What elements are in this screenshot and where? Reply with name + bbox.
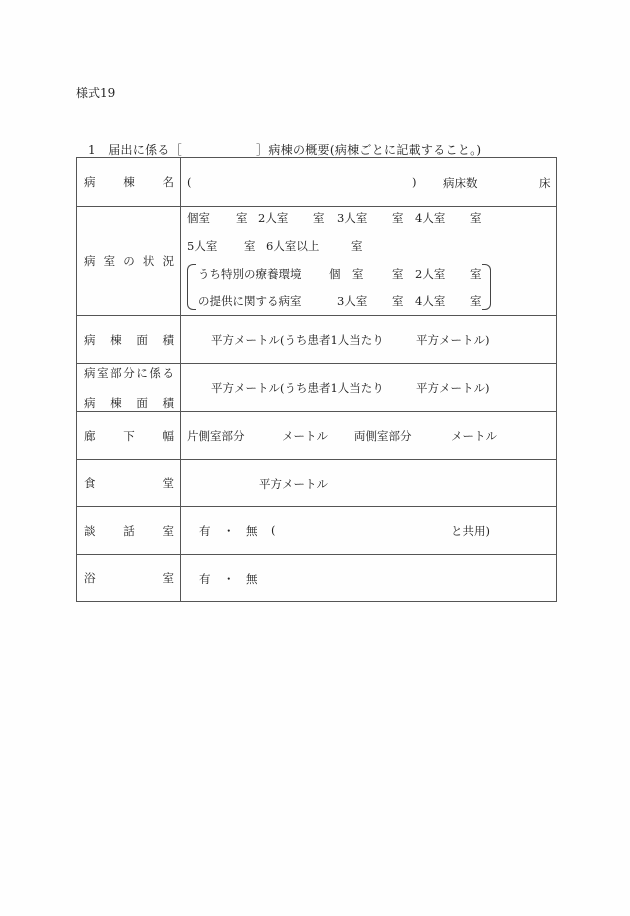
left-bracket <box>187 264 196 310</box>
label-char: 下 <box>123 428 135 443</box>
room-unit: 室 <box>470 294 482 308</box>
label-char: 病 <box>84 175 96 189</box>
label-char: 食 <box>84 476 96 490</box>
label-room-status <box>77 207 181 316</box>
special-two-bed-label: 2人室 <box>415 267 446 281</box>
room-unit: 室 <box>470 211 482 225</box>
bed-count-label: 病床数 <box>443 176 478 190</box>
two-bed-room-label: 2人室 <box>258 211 289 225</box>
close-paren: ) <box>412 175 417 189</box>
table-row-corridor-width <box>77 412 557 460</box>
meter-unit: メートル <box>282 429 328 443</box>
room-unit: 室 <box>313 211 325 225</box>
label-char: の <box>123 254 135 268</box>
label-char: る <box>162 366 174 380</box>
label-char: 名 <box>162 175 174 189</box>
ward-name-field[interactable] <box>201 170 401 192</box>
option-no[interactable]: 無 <box>246 524 258 538</box>
special-care-label-2: の提供に関する病室 <box>198 294 302 308</box>
table-row-lounge <box>77 507 557 555</box>
four-bed-room-label: 4人室 <box>415 211 446 225</box>
table-row-ward-name <box>77 158 557 207</box>
label-char: 室 <box>103 254 116 268</box>
ward-overview-table <box>76 157 557 602</box>
square-meter-text: 平方メートル(うち患者1人当たり <box>211 333 384 347</box>
label-char: 室 <box>162 571 174 585</box>
table-row-ward-area <box>77 316 557 364</box>
room-unit: 室 <box>244 239 256 253</box>
label-char: 病 <box>84 366 96 380</box>
both-side-room-label: 両側室部分 <box>354 429 412 443</box>
value-lounge <box>181 507 557 555</box>
value-ward-area <box>181 316 557 364</box>
label-char: 病 <box>84 396 96 410</box>
value-room-status <box>181 207 557 316</box>
separator-dot: ・ <box>223 524 235 538</box>
square-meter-text: 平方メートル <box>259 477 328 491</box>
three-bed-room-label: 3人室 <box>337 211 368 225</box>
meter-unit: メートル <box>451 429 497 443</box>
label-char: 堂 <box>162 476 174 490</box>
label-char: 談 <box>84 523 96 538</box>
section-title-suffix: ］病棟の概要(病棟ごとに記載すること。) <box>256 143 482 157</box>
option-yes[interactable]: 有 <box>199 572 211 586</box>
label-char: 室 <box>97 366 109 380</box>
open-paren: ( <box>187 175 192 189</box>
right-bracket <box>482 264 491 310</box>
value-room-portion-area <box>181 364 557 412</box>
special-private-room-label: 個 室 <box>329 267 364 281</box>
room-unit: 室 <box>470 267 482 281</box>
square-meter-close-text: 平方メートル) <box>416 381 490 395</box>
label-char: 廊 <box>84 428 96 443</box>
label-char: 棟 <box>123 175 135 189</box>
private-room-label: 個室 <box>187 211 210 225</box>
square-meter-text: 平方メートル(うち患者1人当たり <box>211 381 384 395</box>
value-dining <box>181 460 557 507</box>
label-char: 室 <box>162 523 174 538</box>
value-ward-name <box>181 158 557 207</box>
label-char: 病 <box>84 254 96 268</box>
label-char: 分 <box>123 366 135 380</box>
value-corridor-width <box>181 412 557 460</box>
option-no[interactable]: 無 <box>246 572 258 586</box>
table-row-room-status <box>77 207 557 316</box>
table-row-bathroom <box>77 555 557 602</box>
label-char: に <box>136 366 148 380</box>
label-char: 幅 <box>162 428 174 443</box>
section-title-prefix: 1 届出に係る［ <box>88 143 183 157</box>
label-ward-area <box>77 316 181 364</box>
label-corridor-width <box>77 412 181 460</box>
form-number: 様式19 <box>76 86 116 100</box>
separator-dot: ・ <box>223 572 235 586</box>
special-care-label-1: うち特別の療養環境 <box>198 267 302 281</box>
label-char: 棟 <box>110 332 122 347</box>
label-char: 話 <box>123 523 135 538</box>
bed-unit: 床 <box>539 176 551 190</box>
one-side-room-label: 片側室部分 <box>187 429 245 443</box>
label-room-portion-area <box>77 364 181 412</box>
table-row-room-portion-area <box>77 364 557 412</box>
label-char: 状 <box>142 254 155 268</box>
label-bathroom <box>77 555 181 602</box>
label-ward-name <box>77 158 181 207</box>
special-three-bed-label: 3人室 <box>337 294 368 308</box>
table-row-dining <box>77 460 557 507</box>
label-char: 積 <box>162 332 174 347</box>
label-char: 面 <box>136 332 148 347</box>
bed-count-field[interactable] <box>487 170 537 192</box>
label-char: 係 <box>149 366 161 380</box>
shared-with-text: と共用) <box>451 524 490 538</box>
square-meter-close-text: 平方メートル) <box>416 333 490 347</box>
room-unit: 室 <box>392 211 404 225</box>
label-char: 棟 <box>110 396 122 410</box>
label-char: 積 <box>162 396 174 410</box>
room-unit: 室 <box>236 211 248 225</box>
label-char: 浴 <box>84 571 96 585</box>
label-char: 面 <box>136 396 148 410</box>
label-char: 病 <box>84 332 96 347</box>
label-char: 況 <box>162 254 174 268</box>
room-unit: 室 <box>392 294 404 308</box>
value-bathroom <box>181 555 557 602</box>
option-yes[interactable]: 有 <box>199 524 211 538</box>
open-paren: ( <box>271 523 276 537</box>
label-char: 部 <box>110 366 122 380</box>
six-plus-bed-room-label: 6人室以上 <box>266 239 320 253</box>
special-four-bed-label: 4人室 <box>415 294 446 308</box>
label-lounge <box>77 507 181 555</box>
room-unit: 室 <box>351 239 363 253</box>
five-bed-room-label: 5人室 <box>187 239 218 253</box>
section-title <box>88 141 481 158</box>
room-unit: 室 <box>392 267 404 281</box>
label-dining <box>77 460 181 507</box>
